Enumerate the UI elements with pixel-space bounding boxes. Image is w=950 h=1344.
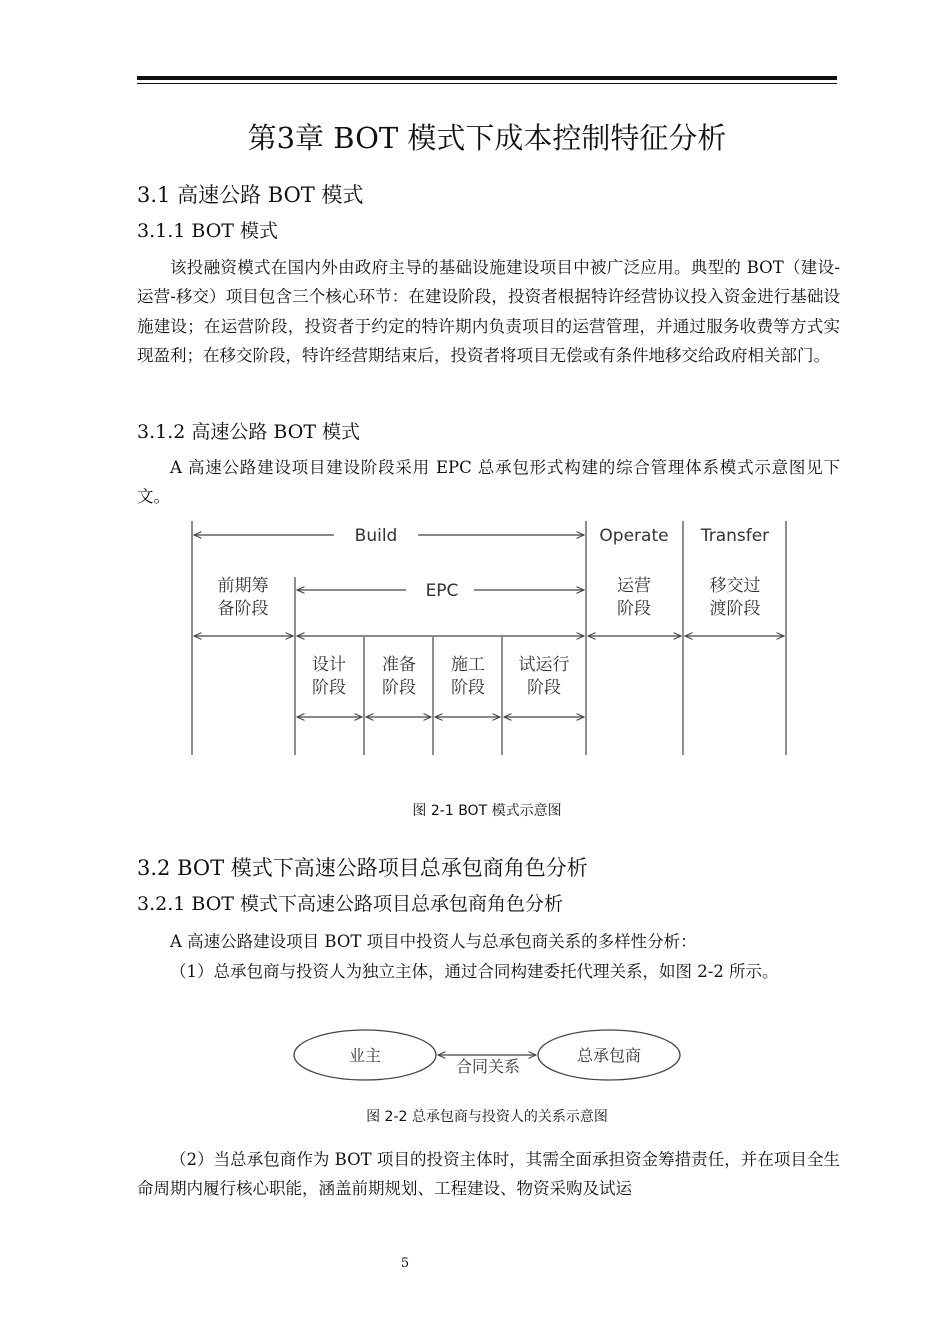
epc-label: EPC [425, 581, 459, 601]
transfer-stage-label-2: 渡阶段 [709, 599, 761, 619]
contractor-label: 总承包商 [576, 1046, 642, 1065]
relation-label: 合同关系 [455, 1057, 521, 1076]
build-label: Build [354, 526, 398, 546]
figure-2-2-caption: 图 2-2 总承包商与投资人的关系示意图 [366, 1109, 608, 1125]
section-3-1-heading: 3.1 高速公路 BOT 模式 [137, 183, 364, 207]
construction-stage-label-2: 阶段 [451, 678, 485, 698]
trial-stage-label-2: 阶段 [527, 678, 561, 698]
page-number: 5 [400, 1256, 410, 1271]
design-stage-label-1: 设计 [312, 655, 346, 675]
construction-stage-label-1: 施工 [451, 655, 485, 675]
paragraph-epc-intro: A 高速公路建设项目建设阶段采用 EPC 总承包形式构建的综合管理体系模式示意图见下文。 [137, 458, 840, 507]
paragraph-case-2: （2）当总承包商作为 BOT 项目的投资主体时，其需全面承担资金筹措责任，并在项目全生命周期内履行核心职能，涵盖前期规划、工程建设、物资采购及试运 [137, 1150, 840, 1199]
contract-relationship-diagram [290, 1028, 690, 1086]
section-3-1-2-heading: 3.1.2 高速公路 BOT 模式 [137, 421, 361, 443]
owner-label: 业主 [348, 1046, 382, 1065]
figure-2-1-caption: 图 2-1 BOT 模式示意图 [412, 803, 562, 819]
prep-stage-label-1: 准备 [382, 655, 416, 675]
section-3-2-1-heading: 3.2.1 BOT 模式下高速公路项目总承包商角色分析 [137, 893, 563, 915]
chapter-title: 第3章 BOT 模式下成本控制特征分析 [247, 121, 727, 155]
pre-stage-label-2: 备阶段 [217, 599, 269, 619]
bot-model-diagram [180, 515, 800, 760]
operate-stage-label-1: 运营 [617, 576, 651, 596]
design-stage-label-2: 阶段 [312, 678, 346, 698]
operate-label: Operate [599, 526, 669, 546]
header-rule-thin [137, 83, 837, 84]
section-3-1-1-heading: 3.1.1 BOT 模式 [137, 220, 278, 242]
prep-stage-label-2: 阶段 [382, 678, 416, 698]
operate-stage-label-2: 阶段 [617, 599, 651, 619]
paragraph-bot-intro: 该投融资模式在国内外由政府主导的基础设施建设项目中被广泛应用。典型的 BOT（建设-运营-移交）项目包含三个核心环节：在建设阶段，投资者根据特许经营协议投入资金进行基础设施建设；在运营阶段，投资者于约定的特许期内负责项目的运营管理，并通过服务收费等方式实现盈利；在移交阶段，特许经营期结束后，投资者将项目无偿或有条件地移交给政府相关部门。 [137, 258, 840, 365]
paragraph-relationship-intro: A 高速公路建设项目 BOT 项目中投资人与总承包商关系的多样性分析： [170, 932, 697, 951]
section-3-2-heading: 3.2 BOT 模式下高速公路项目总承包商角色分析 [137, 856, 588, 880]
transfer-stage-label-1: 移交过 [709, 576, 761, 596]
header-rule-thick [137, 76, 837, 80]
paragraph-case-1: （1）总承包商与投资人为独立主体，通过合同构建委托代理关系，如图 2-2 所示。 [170, 962, 779, 981]
pre-stage-label-1: 前期筹 [217, 576, 269, 596]
trial-stage-label-1: 试运行 [518, 655, 570, 675]
transfer-label: Transfer [700, 526, 770, 546]
